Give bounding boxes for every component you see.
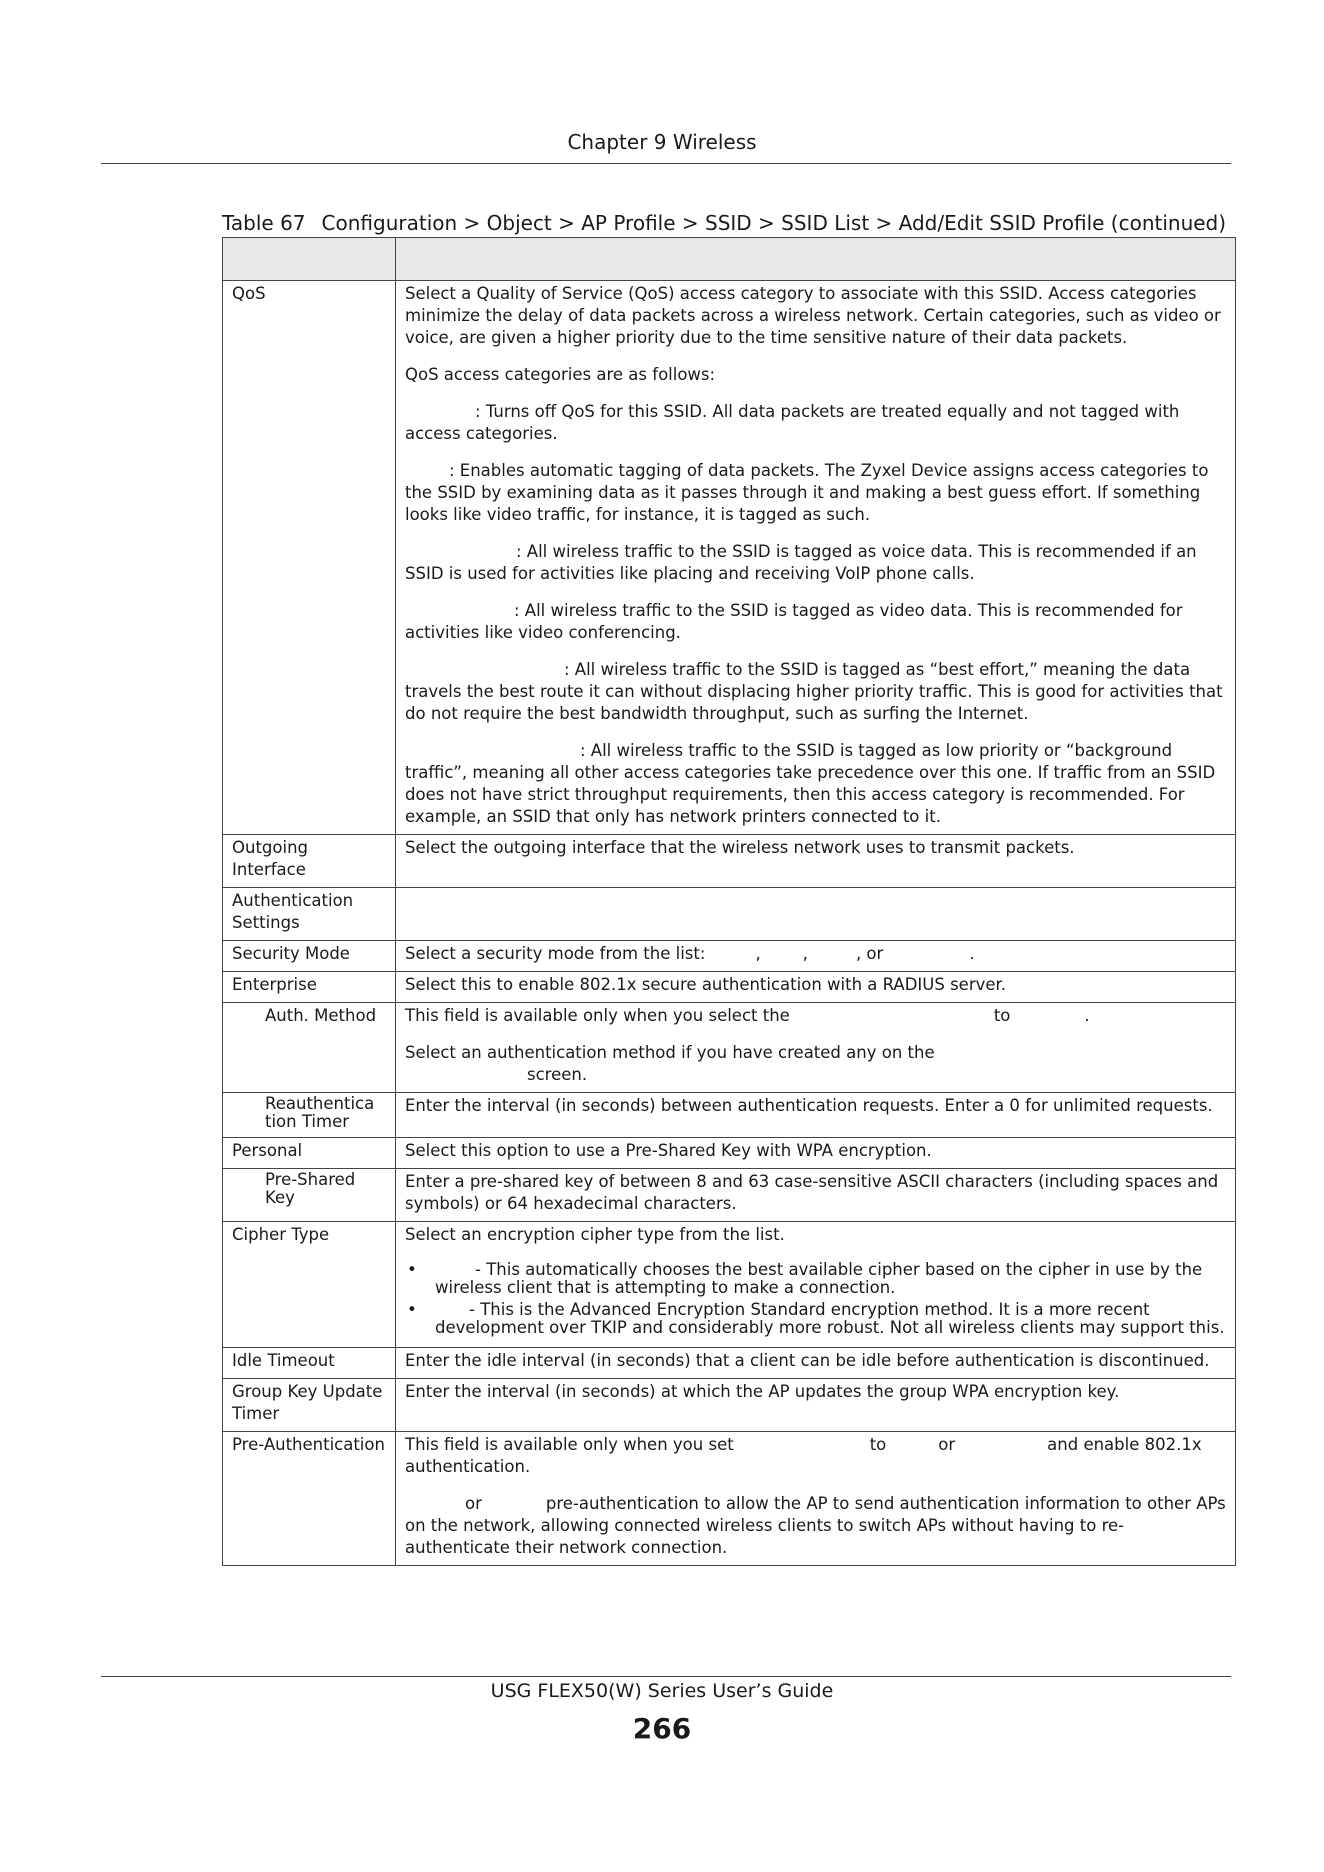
row-description xyxy=(396,281,1236,835)
table-wrap xyxy=(222,237,1235,1566)
table-caption-title: Configuration > Object > AP Profile > SSID > SSID List > Add/Edit SSID Profile (continued) xyxy=(321,211,1227,235)
cipher-option-auto: • - This automatically chooses the best available cipher based on the cipher in use by the wireless client that is attempting to make a connection. xyxy=(407,1260,1203,1297)
cipher-options xyxy=(405,1261,1226,1337)
row-pre-shared-key xyxy=(223,1169,1236,1222)
row-label: Auth. Method xyxy=(223,1003,396,1093)
row-authentication-settings xyxy=(223,888,1236,941)
qos-intro: Select a Quality of Service (QoS) access category to associate with this SSID. Access categories minimize the delay of data packets across a wireless network. Certain categories, such as video or voice, are given a higher priority due to the time sensitive nature of their data packets. xyxy=(405,284,1221,347)
qos-item-video: : All wireless traffic to the SSID is tagged as video data. This is recommended for activities like video conferencing. xyxy=(405,601,1183,642)
qos-item-voice: : All wireless traffic to the SSID is tagged as voice data. This is recommended if an SSID is used for activities like placing and receiving VoIP phone calls. xyxy=(405,542,1197,583)
auth-method-instruction: Select an authentication method if you have created any on the screen. xyxy=(405,1043,935,1084)
row-label: Cipher Type xyxy=(223,1222,396,1348)
row-label: Personal xyxy=(223,1138,396,1169)
table-header-row xyxy=(223,238,1236,281)
cipher-intro: Select an encryption cipher type from the list. xyxy=(405,1225,785,1244)
row-label: Outgoing Interface xyxy=(223,835,396,888)
row-group-key-update-timer xyxy=(223,1379,1236,1432)
footer-rule xyxy=(101,1676,1231,1677)
page-number: 266 xyxy=(632,1712,692,1745)
header-rule xyxy=(101,163,1231,164)
header-cell-description xyxy=(396,238,1236,281)
qos-item-disable: : Turns off QoS for this SSID. All data packets are treated equally and not tagged with access categories. xyxy=(405,402,1180,443)
row-description: Select a security mode from the list: , , , or . xyxy=(396,941,1236,972)
row-description: Enter the interval (in seconds) at which the AP updates the group WPA encryption key. xyxy=(396,1379,1236,1432)
row-description: Select this option to use a Pre-Shared Key with WPA encryption. xyxy=(396,1138,1236,1169)
row-security-mode xyxy=(223,941,1236,972)
row-cipher-type xyxy=(223,1222,1236,1348)
preauth-availability: This field is available only when you set to or and enable 802.1x authentication. xyxy=(405,1435,1202,1476)
table-caption-label: Table 67 xyxy=(222,211,306,235)
row-label: Pre-Shared Key xyxy=(223,1169,396,1222)
row-label: Pre-Authentication xyxy=(223,1432,396,1566)
row-description: Enter a pre-shared key of between 8 and 63 case-sensitive ASCII characters (including spaces and symbols) or 64 hexadecimal characters. xyxy=(396,1169,1236,1222)
cipher-option-aes: • - This is the Advanced Encryption Standard encryption method. It is a more recent development over TKIP and considerably more robust. Not all wireless clients may support this. xyxy=(407,1300,1225,1337)
qos-item-auto: : Enables automatic tagging of data packets. The Zyxel Device assigns access categories to the SSID by examining data as it passes through it and making a best guess effort. If something looks like video traffic, for instance, it is tagged as such. xyxy=(405,461,1209,524)
qos-item-best-effort: : All wireless traffic to the SSID is tagged as “best effort,” meaning the data travels the best route it can without displacing higher priority traffic. This is good for activities that do not require the best bandwidth throughput, such as surfing the Internet. xyxy=(405,660,1223,723)
row-label: Authentication Settings xyxy=(223,888,396,941)
row-enterprise xyxy=(223,972,1236,1003)
row-label: QoS xyxy=(223,281,396,835)
row-label: Security Mode xyxy=(223,941,396,972)
qos-categories-heading: QoS access categories are as follows: xyxy=(405,365,716,384)
guide-title: USG FLEX50(W) Series User’s Guide xyxy=(490,1680,834,1702)
row-pre-authentication xyxy=(223,1432,1236,1566)
row-outgoing-interface xyxy=(223,835,1236,888)
row-description xyxy=(396,1003,1236,1093)
row-description: Enter the interval (in seconds) between authentication requests. Enter a 0 for unlimited requests. xyxy=(396,1093,1236,1138)
qos-item-background: : All wireless traffic to the SSID is tagged as low priority or “background traffic”, meaning all other access categories take precedence over this one. If traffic from an SSID does not have strict throughput requirements, then this access category is recommended. For example, an SSID that only has network printers connected to it. xyxy=(405,741,1216,826)
auth-method-availability: This field is available only when you select the to . xyxy=(405,1006,1090,1025)
row-auth-method xyxy=(223,1003,1236,1093)
row-description xyxy=(396,888,1236,941)
row-label: Reauthentica tion Timer xyxy=(223,1093,396,1138)
row-description xyxy=(396,1432,1236,1566)
row-description: Enter the idle interval (in seconds) that a client can be idle before authentication is discontinued. xyxy=(396,1348,1236,1379)
header-cell-label xyxy=(223,238,396,281)
row-label: Idle Timeout xyxy=(223,1348,396,1379)
preauth-instruction: or pre-authentication to allow the AP to send authentication information to other APs on the network, allowing connected wireless clients to switch APs without having to re-authenticate their network connection. xyxy=(405,1494,1226,1557)
table-caption xyxy=(222,211,1226,235)
row-reauthentication-timer xyxy=(223,1093,1236,1138)
row-label: Enterprise xyxy=(223,972,396,1003)
row-qos xyxy=(223,281,1236,835)
row-personal xyxy=(223,1138,1236,1169)
row-description xyxy=(396,1222,1236,1348)
row-idle-timeout xyxy=(223,1348,1236,1379)
row-description: Select the outgoing interface that the wireless network uses to transmit packets. xyxy=(396,835,1236,888)
row-description: Select this to enable 802.1x secure authentication with a RADIUS server. xyxy=(396,972,1236,1003)
chapter-header: Chapter 9 Wireless xyxy=(567,130,757,154)
ssid-profile-table xyxy=(222,237,1236,1566)
row-label: Group Key Update Timer xyxy=(223,1379,396,1432)
